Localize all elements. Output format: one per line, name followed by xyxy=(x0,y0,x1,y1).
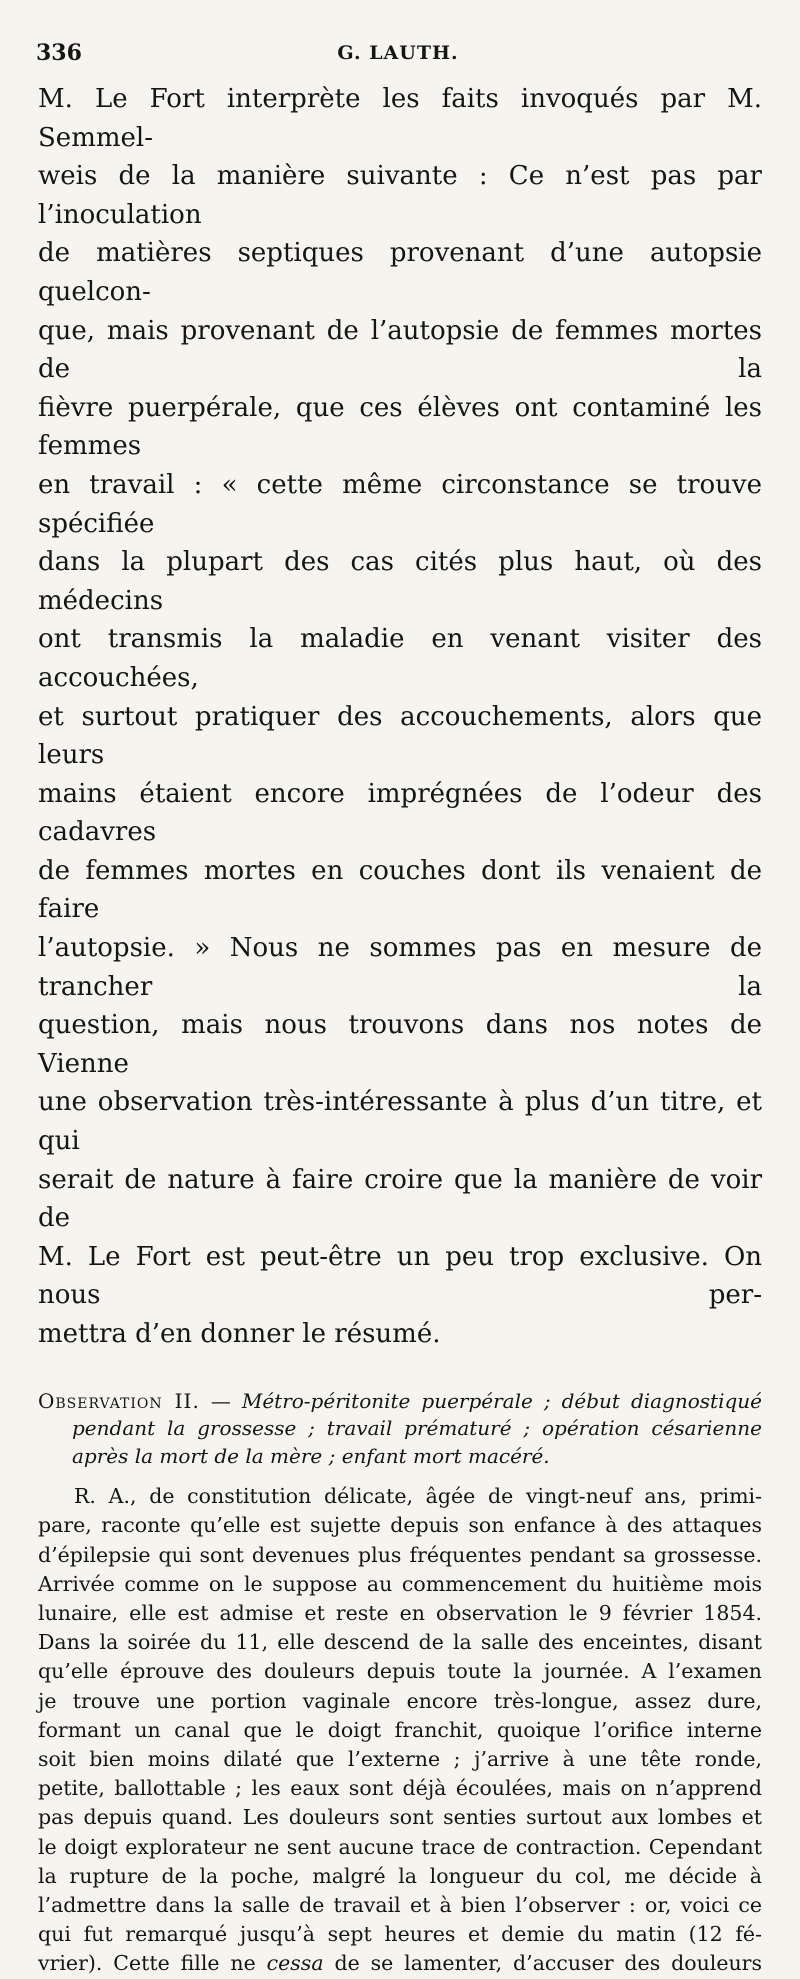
running-head: G. LAUTH. xyxy=(337,42,459,64)
line-text: de se lamenter, d’accuser des douleurs xyxy=(323,1951,762,1976)
text-line: de femmes mortes en couches dont ils venaient de faire xyxy=(38,855,762,925)
text-line: le doigt explorateur ne sent aucune trace de contraction. Cependant xyxy=(38,1834,762,1859)
text-line: petite, ballottable ; les eaux sont déjà écoulées, mais on n’apprend xyxy=(38,1776,762,1801)
text-line: M. Le Fort est peut-être un peu trop exclusive. On nous per- xyxy=(38,1241,762,1311)
text-line: soit bien moins dilaté que l’externe ; j’arrive à une tête ronde, xyxy=(38,1746,762,1771)
text-line: d’épilepsie qui sont devenues plus fréquentes pendant sa grossesse. xyxy=(38,1542,762,1567)
text-line: weis de la manière suivante : Ce n’est pas par l’inoculation xyxy=(38,161,762,230)
text-line: R. A., de constitution délicate, âgée de vingt-neuf ans, primi- xyxy=(74,1484,762,1509)
line-text: vrier). Cette fille ne xyxy=(38,1951,267,1976)
text-line: fièvre puerpérale, que ces élèves ont contaminé les femmes xyxy=(38,392,762,462)
italic-word: cessa xyxy=(266,1951,324,1976)
observation-label: Observation II. xyxy=(38,1388,200,1413)
text-line: question, mais nous trouvons dans nos notes de Vienne xyxy=(38,1010,762,1079)
text-line: que, mais provenant de l’autopsie de femmes mortes de la xyxy=(38,315,762,385)
text-line: mettra d’en donner le résumé. xyxy=(38,1319,441,1349)
text-line: en travail : « cette même circonstance se trouve spécifiée xyxy=(38,469,762,539)
text-line: la rupture de la poche, malgré la longueur du col, me décide à xyxy=(38,1863,762,1888)
main-paragraph xyxy=(38,80,762,1354)
text-line: ont transmis la maladie en venant visiter des accouchées, xyxy=(38,624,762,693)
text-line: mains étaient encore imprégnées de l’odeur des cadavres xyxy=(38,778,762,848)
observation-title-line xyxy=(38,1388,762,1416)
text-line: pare, raconte qu’elle est sujette depuis son enfance à des attaques xyxy=(38,1513,762,1538)
text-line: et surtout pratiquer des accouchements, alors que leurs xyxy=(38,701,762,771)
text-line: de matières septiques provenant d’une autopsie quelcon- xyxy=(38,238,762,307)
text-line: lunaire, elle est admise et reste en observation le 9 février 1854. xyxy=(38,1600,762,1625)
observation-dash: — xyxy=(199,1388,242,1413)
text-line: Arrivée comme on le suppose au commencement du huitième mois xyxy=(38,1571,762,1596)
observation-heading xyxy=(38,1388,762,1471)
text-line: pas depuis quand. Les douleurs sont senties surtout aux lombes et xyxy=(38,1805,762,1830)
observation-title-line: après la mort de la mère ; enfant mort macéré. xyxy=(72,1443,550,1468)
text-line: formant un canal que le doigt franchit, quoique l’orifice interne xyxy=(38,1717,762,1742)
observation-title-line: pendant la grossesse ; travail prématuré ; opération césarienne xyxy=(72,1416,762,1441)
observation-title: Métro-péritonite puerpérale ; début diagnostiqué xyxy=(241,1388,763,1413)
text-line: qui fut remarqué jusqu’à sept heures et demie du matin (12 fé- xyxy=(38,1922,762,1947)
page-number: 336 xyxy=(36,40,82,66)
page-header xyxy=(36,40,760,70)
text-line: une observation très-intéressante à plus d’un titre, et qui xyxy=(38,1087,762,1157)
text-line: dans la plupart des cas cités plus haut, où des médecins xyxy=(38,547,762,616)
text-line: l’admettre dans la salle de travail et à bien l’observer : or, voici ce xyxy=(38,1892,762,1917)
text-line: Dans la soirée du 11, elle descend de la salle des enceintes, disant xyxy=(38,1630,762,1655)
observation-narrative xyxy=(38,1482,762,1978)
text-line: M. Le Fort interprète les faits invoqués par M. Semmel- xyxy=(38,84,762,153)
text-line: serait de nature à faire croire que la manière de voir de xyxy=(38,1164,762,1234)
text-line: je trouve une portion vaginale encore très-longue, assez dure, xyxy=(38,1688,762,1713)
text-line xyxy=(38,1949,762,1978)
text-line: l’autopsie. » Nous ne sommes pas en mesure de trancher la xyxy=(38,933,762,1002)
text-line: qu’elle éprouve des douleurs depuis toute la journée. A l’examen xyxy=(38,1659,762,1684)
body-text xyxy=(38,80,762,1979)
